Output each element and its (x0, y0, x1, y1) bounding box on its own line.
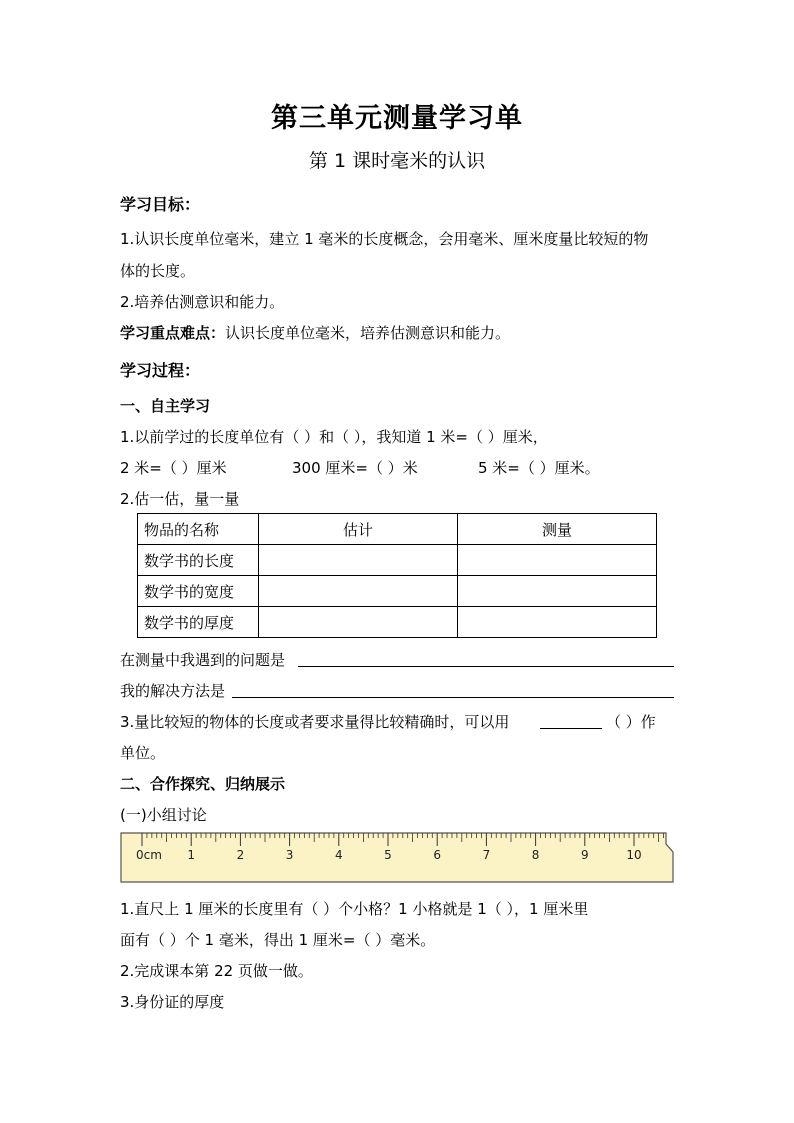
s1-question-2: 2.估一估，量一量 (120, 490, 240, 508)
problem-answer-line[interactable] (298, 666, 674, 667)
key-points-label: 学习重点难点： (120, 324, 226, 342)
estimate-table (137, 513, 657, 638)
table-cell-measure[interactable] (458, 576, 657, 607)
ruler-label: 0cm (136, 848, 162, 862)
section-1-heading: 一、自主学习 (120, 397, 211, 415)
s1-question-3-line-2: 单位。 (120, 744, 166, 762)
table-row (138, 607, 657, 638)
table-cell-measure[interactable] (458, 545, 657, 576)
page-title: 第三单元测量学习单 (271, 103, 523, 134)
s1-question-1-part-a: 2 米=（ ）厘米 (120, 459, 227, 477)
table-row (138, 576, 657, 607)
group-discussion: (一)小组讨论 (120, 806, 207, 824)
key-points-text: 认识长度单位毫米，培养估测意识和能力。 (225, 324, 511, 342)
table-cell-estimate[interactable] (259, 607, 458, 638)
ruler-image (120, 832, 676, 884)
solution-label: 我的解决方法是 (120, 682, 226, 700)
ruler-label: 5 (384, 848, 392, 862)
ruler-label: 7 (482, 848, 491, 862)
table-header-row (138, 514, 657, 545)
solution-answer-line[interactable] (232, 697, 674, 698)
s1-question-1-part-b: 300 厘米=（ ）米 (292, 459, 418, 477)
goal-1-line-1: 1.认识长度单位毫米，建立 1 毫米的长度概念，会用毫米、厘米度量比较短的物 (120, 230, 649, 248)
unit-answer-line[interactable] (540, 728, 602, 729)
page-subtitle: 第 1 课时毫米的认识 (308, 150, 486, 172)
goals-heading: 学习目标： (120, 195, 201, 214)
goal-2: 2.培养估测意识和能力。 (120, 293, 285, 311)
s1-question-1-line-1: 1.以前学过的长度单位有（ ）和（ ），我知道 1 米=（ ）厘米， (120, 428, 548, 446)
table-cell-item: 数学书的宽度 (138, 576, 259, 607)
s2-question-3: 3.身份证的厚度 (120, 993, 225, 1011)
section-2-heading: 二、合作探究、归纳展示 (120, 775, 286, 793)
table-cell-estimate[interactable] (259, 545, 458, 576)
table-row (138, 545, 657, 576)
ruler-label: 8 (531, 848, 540, 862)
ruler-label: 4 (334, 848, 343, 862)
goal-1-line-2: 体的长度。 (120, 262, 196, 280)
process-heading: 学习过程： (120, 361, 201, 380)
ruler-body (121, 833, 673, 882)
table-cell-item: 数学书的厚度 (138, 607, 259, 638)
ruler-label: 6 (433, 848, 442, 862)
ruler-outline (121, 833, 673, 882)
table-cell-item: 数学书的长度 (138, 545, 259, 576)
ruler-label: 10 (626, 848, 642, 862)
table-cell-measure[interactable] (458, 607, 657, 638)
s1-question-3-part-a: 3.量比较短的物体的长度或者要求量得比较精确时，可以用 (120, 713, 510, 731)
s2-question-1-line-2: 面有（ ）个 1 毫米，得出 1 厘米=（ ）毫米。 (120, 931, 436, 949)
ruler-label: 2 (236, 848, 245, 862)
ruler-label: 9 (580, 848, 589, 862)
table-header: 估计 (259, 514, 458, 545)
s2-question-2: 2.完成课本第 22 页做一做。 (120, 962, 313, 980)
table-cell-estimate[interactable] (259, 576, 458, 607)
s2-question-1-line-1: 1.直尺上 1 厘米的长度里有（ ）个小格？1 小格就是 1（ ），1 厘米里 (120, 900, 589, 918)
table-header: 测量 (458, 514, 657, 545)
s1-question-1-part-c: 5 米=（ ）厘米。 (478, 459, 600, 477)
key-points (120, 322, 510, 343)
table-header: 物品的名称 (138, 514, 259, 545)
ruler-label: 3 (285, 848, 294, 862)
s1-question-3-part-b: （ ）作 (606, 713, 656, 731)
ruler-label: 1 (187, 848, 196, 862)
problem-label: 在测量中我遇到的问题是 (120, 651, 286, 669)
